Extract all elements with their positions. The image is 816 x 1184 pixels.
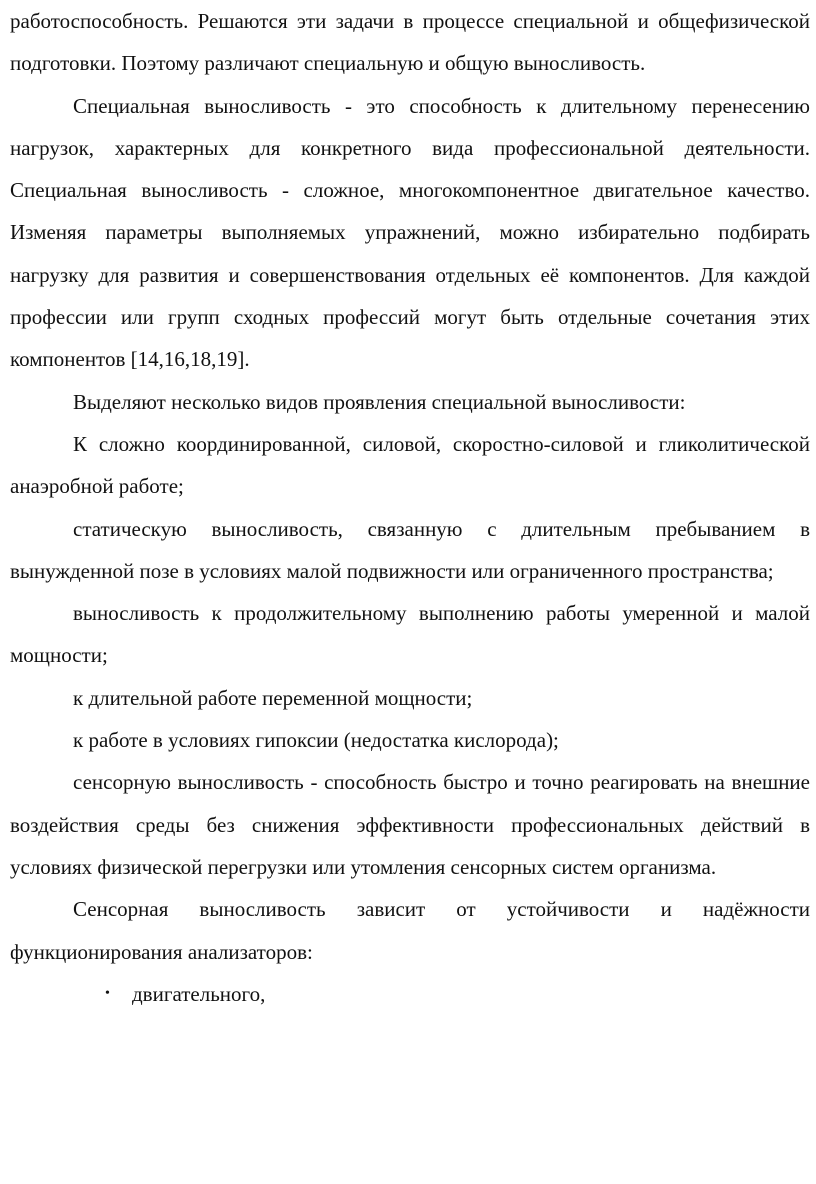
document-body <box>10 0 810 1015</box>
paragraph-special-endurance-definition: Специальная выносливость - это способность к длительному перенесению нагрузок, характерных для конкретного вида профессиональной деятельности. Специальная выносливость - сложное, многокомпонентное двигательное качество. Изменяя параметры выполняемых упражнений, можно избирательно подбирать нагрузку для развития и совершенствования отдельных её компонентов. Для каждой профессии или групп сходных профессий могут быть отдельные сочетания этих компонентов [14,16,18,19]. <box>10 93 810 372</box>
paragraph-type-hypoxia: к работе в условиях гипоксии (недостатка кислорода); <box>73 728 559 753</box>
analyzer-list <box>10 973 810 1015</box>
paragraph-continuation: работоспособность. Решаются эти задачи в процессе специальной и общефизической подготовки. Поэтому различают специальную и общую выносливость. <box>10 9 810 76</box>
list-item-text: двигательного, <box>132 981 266 1006</box>
paragraph-type-sensory-endurance: сенсорную выносливость - способность быстро и точно реагировать на внешние воздействия среды без снижения эффективности профессиональных действий в условиях физической перегрузки или утомления сенсорных систем организма. <box>10 770 810 879</box>
paragraph-sensory-analyzers: Сенсорная выносливость зависит от устойчивости и надёжности функционирования анализаторов: <box>10 897 810 964</box>
list-item <box>10 973 810 1015</box>
paragraph-type-variable-power: к длительной работе переменной мощности; <box>73 685 473 710</box>
paragraph-type-static-endurance: статическую выносливость, связанную с длительным пребыванием в вынужденной позе в условиях малой подвижности или ограниченного пространства; <box>10 516 810 583</box>
paragraph-type-moderate-power: выносливость к продолжительному выполнению работы умеренной и малой мощности; <box>10 601 810 668</box>
paragraph-type-coordinated-work: К сложно координированной, силовой, скоростно-силовой и гликолитической анаэробной работе; <box>10 431 810 499</box>
bullet-icon: • <box>105 985 110 1001</box>
paragraph-types-intro: Выделяют несколько видов проявления специальной выносливости: <box>73 389 686 414</box>
